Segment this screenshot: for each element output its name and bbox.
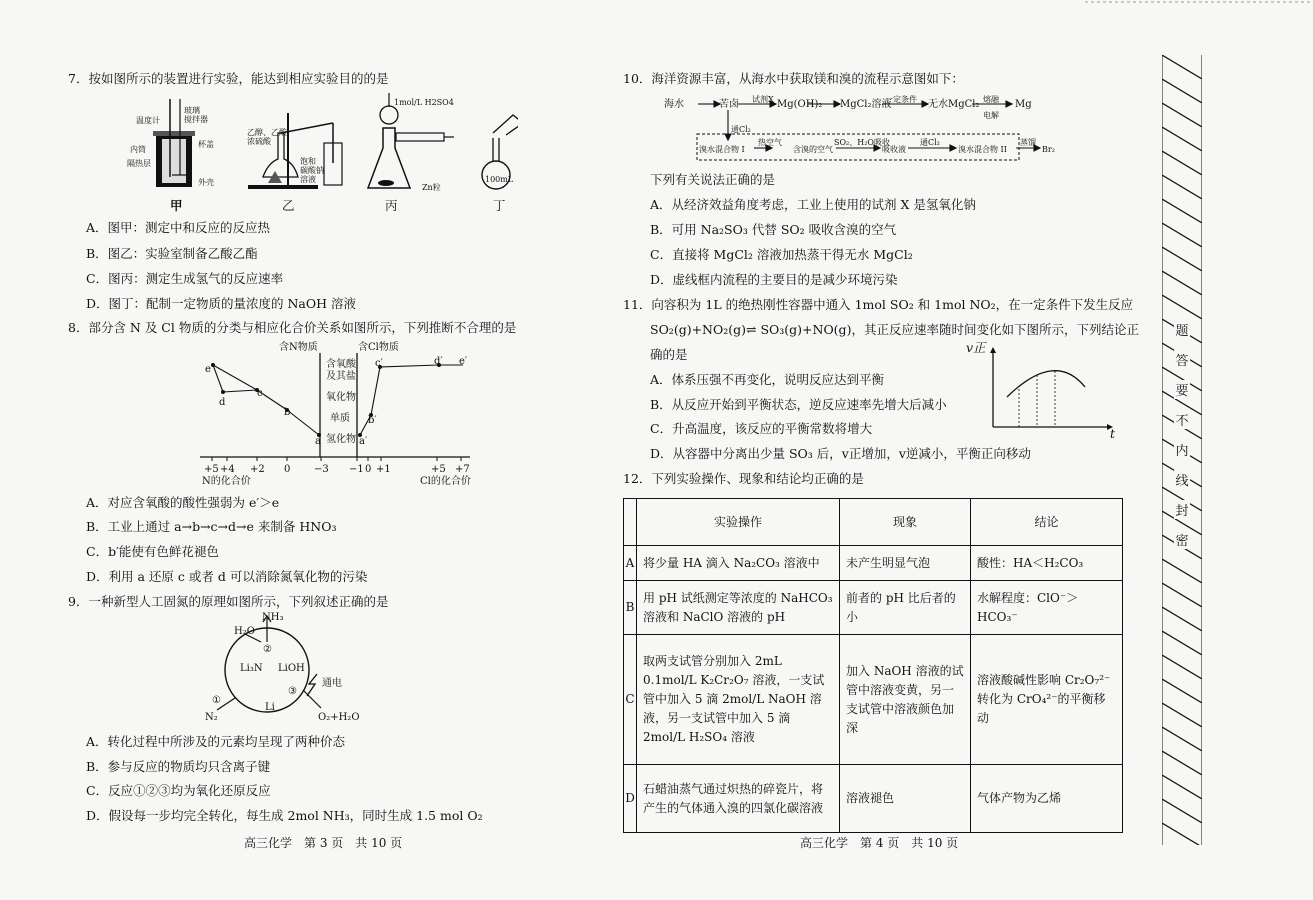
q11-rate-graph	[985, 345, 1120, 435]
table-row	[624, 581, 1123, 635]
q9-h2o: H₂O	[234, 626, 255, 637]
cat-oxyacid: 含氧酸	[326, 359, 356, 370]
n-tick-minus3: −3	[314, 464, 329, 475]
jia-label-insulation: 隔热层	[127, 159, 151, 168]
q10-option-c: C．直接将 MgCl₂ 溶液加热蒸干得无水 MgCl₂	[650, 247, 913, 262]
side-char-2: 答	[1174, 350, 1190, 369]
q9-lioh: LiOH	[278, 663, 305, 674]
flow-br2: Br₂	[1042, 145, 1055, 154]
margin-dashes	[1085, 0, 1313, 6]
bing-label-acid: 1mol/L H2SO4	[394, 98, 454, 107]
row-phenomenon: 加入 NaOH 溶液的试管中溶液变黄，另一支试管中溶液颜色加深	[840, 635, 971, 765]
q9-step3: ③	[288, 686, 297, 697]
jia-label-glass: 玻璃	[184, 106, 200, 115]
flow-so2-absorb: SO₂、H₂O吸收	[834, 138, 890, 147]
flow-bromine-water-1: 溴水混合物 I	[699, 145, 745, 154]
q7-option-b: B．图乙：实验室制备乙酸乙酯	[86, 246, 258, 261]
header-conclusion: 结论	[971, 499, 1123, 546]
ding-label-volume: 100mL	[485, 175, 514, 184]
flow-seawater: 海水	[664, 99, 684, 110]
flow-melt: 熔融	[983, 95, 999, 104]
q9-li3n: Li₃N	[240, 663, 263, 674]
flow-brine: 苦卤	[719, 99, 739, 110]
cat-salt: 及其盐	[326, 371, 356, 382]
q9-n2: N₂	[205, 712, 218, 723]
jia-label-lid: 杯盖	[198, 140, 214, 149]
row-conclusion: 水解程度：ClO⁻＞HCO₃⁻	[971, 581, 1123, 635]
point-d: d	[219, 397, 226, 408]
caption-jia: 甲	[170, 198, 183, 213]
yi-label-reactants: 乙醇、乙酸	[247, 128, 287, 137]
side-char-7: 封	[1174, 500, 1190, 519]
q9-option-b: B．参与反应的物质均只含离子键	[86, 759, 271, 774]
flow-mgcl2-anhydrous: 无水MgCl₂	[928, 99, 980, 110]
row-key: C	[624, 635, 637, 765]
yi-label-saturated: 饱和	[300, 157, 316, 166]
jia-label-thermometer: 温度计	[136, 116, 160, 125]
q9-option-d: D．假设每一步均完全转化，每生成 2mol NH₃，同时生成 1.5 mol O₂	[86, 808, 483, 823]
jia-label-inner: 内筒	[130, 145, 146, 154]
flow-hot-air: 热空气	[758, 138, 782, 147]
cat-hydride: 氢化物	[326, 434, 356, 445]
header-phenomenon: 现象	[840, 499, 971, 546]
cl-tick-minus1: −1	[349, 464, 364, 475]
yi-label-acid: 浓硫酸	[247, 137, 271, 146]
flow-mgoh2: Mg(OH)₂	[777, 99, 823, 110]
table-row	[624, 635, 1123, 765]
caption-ding: 丁	[493, 198, 506, 213]
q8-option-a: A．对应含氧酸的酸性强弱为 e′＞e	[86, 495, 280, 510]
side-char-6: 线	[1174, 470, 1190, 489]
flow-mgcl2-sol: MgCl₂溶液	[840, 99, 892, 110]
flow-reagent-x: 试剂X	[752, 95, 774, 104]
q9-step2: ②	[263, 644, 272, 655]
chart-cl-title: 含Cl物质	[358, 342, 399, 353]
q9-o2: O₂+H₂O	[318, 712, 360, 723]
row-operation: 用 pH 试纸测定等浓度的 NaHCO₃ 溶液和 NaClO 溶液的 pH	[637, 581, 840, 635]
q8-option-c: C．b′能使有色鲜花褪色	[86, 544, 219, 559]
row-conclusion: 气体产物为乙烯	[971, 765, 1123, 833]
x-label-cl: Cl的化合价	[420, 476, 471, 487]
flow-condition: 一定条件	[885, 95, 917, 104]
right-page-footer: 高三化学 第 4 页 共 10 页	[800, 836, 959, 850]
q11-ylabel: v正	[966, 340, 986, 355]
row-operation: 将少量 HA 滴入 Na₂CO₃ 溶液中	[637, 546, 840, 581]
side-char-4: 不	[1174, 410, 1190, 429]
table-header-row	[624, 499, 1123, 546]
cl-tick-zero: 0	[365, 464, 372, 475]
calorimeter-lid	[153, 131, 195, 136]
left-page-footer: 高三化学 第 3 页 共 10 页	[244, 836, 403, 850]
q8-option-b: B．工业上通过 a→b→c→d→e 来制备 HNO₃	[86, 519, 337, 534]
n-tick-plus4: +4	[220, 464, 235, 475]
row-operation: 取两支试管分别加入 2mL 0.1mol/L K₂Cr₂O₇ 溶液，一支试管中加入 5 滴 2mol/L NaOH 溶液，另一支试管中加入 5 滴 2mol/L H₂SO₄ 溶液	[637, 635, 840, 765]
cat-oxide: 氧化物	[326, 392, 356, 403]
point-a: a	[315, 436, 321, 447]
q11-stem-line3: 确的是	[650, 347, 688, 362]
flow-absorbent: 吸收液	[882, 145, 906, 154]
side-char-5: 内	[1174, 440, 1190, 459]
q9-option-a: A．转化过程中所涉及的元素均呈现了两种价态	[86, 734, 346, 749]
row-key: D	[624, 765, 637, 833]
flow-mg: Mg	[1015, 99, 1032, 110]
flow-distill: 蒸馏	[1020, 138, 1036, 147]
q11-option-a: A．体系压强不再变化，说明反应达到平衡	[650, 372, 885, 387]
q11-stem-line1: 11．向容积为 1L 的绝热刚性容器中通入 1mol SO₂ 和 1mol NO₂，在一定条件下发生反应	[623, 297, 1134, 312]
q11-stem-line2: SO₂(g)+NO₂(g)⇌ SO₃(g)+NO(g)，其正反应速率随时间变化如下图所示，下列结论正	[650, 322, 1139, 337]
q9-nh3: NH₃	[262, 612, 284, 623]
n-tick-plus2: +2	[250, 464, 265, 475]
q7-option-a: A．图甲：测定中和反应的反应热	[86, 220, 271, 235]
flow-electrolysis: 电解	[983, 111, 999, 120]
cl-tick-plus7: +7	[455, 464, 470, 475]
q9-option-c: C．反应①②③均为氧化还原反应	[86, 783, 271, 798]
jia-label-stirrer: 搅拌器	[184, 115, 208, 124]
point-b-prime: b′	[368, 415, 377, 426]
q8-stem: 8．部分含 N 及 Cl 物质的分类与相应化合价关系如图所示，下列推断不合理的是	[68, 320, 517, 335]
q8-option-d: D．利用 a 还原 c 或者 d 可以消除氮氧化物的污染	[86, 569, 368, 584]
flow-bromine-air: 含溴的空气	[793, 145, 833, 154]
q12-stem: 12．下列实验操作、现象和结论均正确的是	[623, 471, 864, 486]
q7-option-d: D．图丁：配制一定物质的量浓度的 NaOH 溶液	[86, 296, 357, 311]
row-conclusion: 溶液酸碱性影响 Cr₂O₇²⁻转化为 CrO₄²⁻的平衡移动	[971, 635, 1123, 765]
q10-option-d: D．虚线框内流程的主要目的是减少环境污染	[650, 272, 898, 287]
n-tick-zero: 0	[284, 464, 291, 475]
row-phenomenon: 未产生明显气泡	[840, 546, 971, 581]
point-c: c	[257, 388, 263, 399]
q9-stem: 9．一种新型人工固氮的原理如图所示，下列叙述正确的是	[68, 594, 389, 609]
point-e: e	[205, 364, 211, 375]
caption-yi: 乙	[282, 198, 295, 213]
cat-element: 单质	[330, 413, 350, 424]
bing-label-zn: Zn粒	[422, 183, 441, 192]
q11-option-b: B．从反应开始到平衡状态，逆反应速率先增大后减小	[650, 397, 947, 412]
cl-tick-plus5: +5	[431, 464, 446, 475]
point-a-prime: a′	[359, 436, 368, 447]
point-b: b	[284, 407, 291, 418]
point-c-prime: c′	[375, 358, 383, 369]
q11-xlabel: t	[1110, 426, 1116, 441]
side-char-3: 要	[1174, 380, 1190, 399]
row-operation: 石蜡油蒸气通过炽热的碎瓷片，将产生的气体通入溴的四氯化碳溶液	[637, 765, 840, 833]
row-key: A	[624, 546, 637, 581]
table-row	[624, 765, 1123, 833]
q9-step1: ①	[212, 695, 221, 706]
point-e-prime: e′	[459, 356, 468, 367]
jia-label-shell: 外壳	[198, 178, 214, 187]
q12-table	[623, 498, 1123, 833]
q11-option-c: C．升高温度，该反应的平衡常数将增大	[650, 421, 873, 436]
q11-option-d: D．从容器中分离出少量 SO₃ 后，v正增加，v逆减小，平衡正向移动	[650, 446, 1031, 461]
yi-label-carbonate: 碳酸钠	[300, 166, 324, 175]
side-char-8: 密	[1174, 530, 1190, 549]
q9-electrolysis: 通电	[322, 678, 342, 689]
n-tick-plus5: +5	[204, 464, 219, 475]
q10-option-a: A．从经济效益角度考虑，工业上使用的试剂 X 是氢氧化钠	[650, 197, 976, 212]
header-operation: 实验操作	[637, 499, 840, 546]
q7-option-c: C．图丙：测定生成氢气的反应速率	[86, 271, 284, 286]
q10-option-b: B．可用 Na₂SO₃ 代替 SO₂ 吸收含溴的空气	[650, 222, 897, 237]
table-row	[624, 546, 1123, 581]
flow-cl2: 通Cl₂	[731, 125, 751, 134]
q10-stem: 10．海洋资源丰富，从海水中获取镁和溴的流程示意图如下：	[623, 71, 964, 86]
q7-stem: 7．按如图所示的装置进行实验，能达到相应实验目的的是	[68, 71, 389, 86]
row-key: B	[624, 581, 637, 635]
yi-label-solution: 溶液	[300, 175, 316, 184]
row-phenomenon: 溶液褪色	[840, 765, 971, 833]
cl-tick-plus1: +1	[376, 464, 391, 475]
x-label-n: N的化合价	[202, 476, 251, 487]
q10-sub: 下列有关说法正确的是	[650, 172, 776, 187]
n-polyline	[213, 365, 319, 435]
row-conclusion: 酸性：HA＜H₂CO₃	[971, 546, 1123, 581]
flow-cl2-2: 通Cl₂	[920, 138, 940, 147]
calorimeter-inner	[162, 139, 186, 183]
chart-n-title: 含N物质	[279, 342, 318, 353]
side-char-1: 题	[1174, 320, 1190, 339]
point-d-prime: d′	[434, 356, 443, 367]
q9-li: Li	[265, 702, 275, 713]
flow-bromine-water-2: 溴水混合物 II	[958, 145, 1007, 154]
caption-bing: 丙	[385, 198, 398, 213]
row-phenomenon: 前者的 pH 比后者的小	[840, 581, 971, 635]
